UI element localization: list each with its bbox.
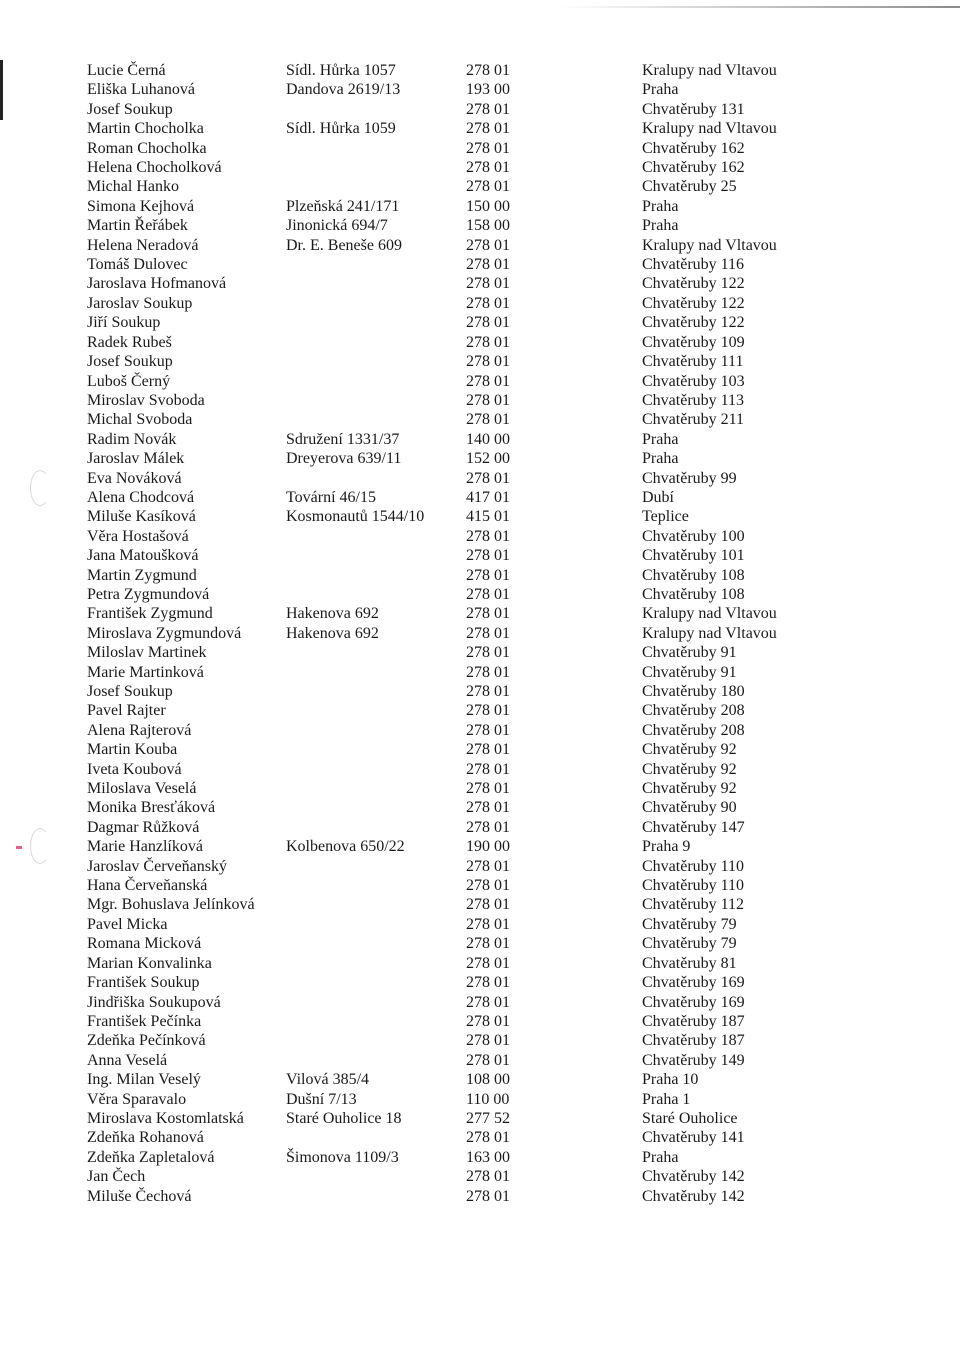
person-name: Marie Martinková xyxy=(87,663,204,681)
postal-code: 278 01 xyxy=(466,1168,510,1186)
list-item xyxy=(0,682,960,701)
list-item xyxy=(0,915,960,934)
city-or-village: Chvatěruby 208 xyxy=(642,702,745,720)
street-address: Vilová 385/4 xyxy=(286,1071,370,1089)
city-or-village: Chvatěruby 116 xyxy=(642,256,745,274)
city-or-village: Chvatěruby 122 xyxy=(642,275,745,293)
city-or-village: Chvatěruby 108 xyxy=(642,566,745,584)
street-address: Šimonova 1109/3 xyxy=(286,1148,399,1166)
street-address: Dreyerova 639/11 xyxy=(286,450,402,468)
person-name: Miroslava Kostomlatská xyxy=(87,1109,244,1127)
person-name: Zdeňka Pečínková xyxy=(87,1032,206,1050)
postal-code: 190 00 xyxy=(466,838,510,856)
postal-code: 278 01 xyxy=(466,294,510,312)
list-item xyxy=(0,313,960,332)
list-item xyxy=(0,643,960,662)
postal-code: 278 01 xyxy=(466,721,510,739)
list-item xyxy=(0,333,960,352)
city-or-village: Chvatěruby 211 xyxy=(642,411,745,429)
list-item xyxy=(0,449,960,468)
city-or-village: Teplice xyxy=(642,508,689,526)
city-or-village: Staré Ouholice xyxy=(642,1109,738,1127)
city-or-village: Chvatěruby 81 xyxy=(642,954,737,972)
street-address: Staré Ouholice 18 xyxy=(286,1109,402,1127)
list-item xyxy=(0,527,960,546)
city-or-village: Chvatěruby 111 xyxy=(642,353,744,371)
person-name: Josef Soukup xyxy=(87,683,173,700)
person-name: Jana Matoušková xyxy=(87,547,199,565)
person-name: Simona Kejhová xyxy=(87,197,195,215)
city-or-village: Praha xyxy=(642,430,679,448)
postal-code: 278 01 xyxy=(466,120,510,138)
list-item xyxy=(0,197,960,216)
city-or-village: Chvatěruby 92 xyxy=(642,780,737,798)
list-item xyxy=(0,391,960,410)
postal-code: 150 00 xyxy=(466,197,510,215)
postal-code: 278 01 xyxy=(466,139,510,157)
street-address: Kolbenova 650/22 xyxy=(286,838,405,856)
list-item xyxy=(0,1109,960,1128)
list-item xyxy=(0,469,960,488)
person-name: Tomáš Dulovec xyxy=(87,256,188,274)
postal-code: 278 01 xyxy=(466,644,510,662)
street-address: Sídl. Hůrka 1057 xyxy=(286,62,396,79)
address-list xyxy=(0,61,960,1206)
person-name: Hana Červeňanská xyxy=(87,877,208,895)
postal-code: 278 01 xyxy=(466,935,510,953)
city-or-village: Chvatěruby 180 xyxy=(642,683,745,700)
list-item xyxy=(0,255,960,274)
person-name: Martin Chocholka xyxy=(87,120,204,138)
postal-code: 158 00 xyxy=(466,217,510,235)
list-item xyxy=(0,61,960,80)
list-item xyxy=(0,1051,960,1070)
postal-code: 278 01 xyxy=(466,741,510,759)
city-or-village: Chvatěruby 108 xyxy=(642,585,745,603)
postal-code: 278 01 xyxy=(466,780,510,798)
street-address: Sídl. Hůrka 1059 xyxy=(286,120,396,138)
person-name: Jiří Soukup xyxy=(87,314,161,332)
postal-code: 278 01 xyxy=(466,1032,510,1050)
list-item xyxy=(0,740,960,759)
postal-code: 278 01 xyxy=(466,100,510,118)
street-address: Hakenova 692 xyxy=(286,624,379,642)
city-or-village: Chvatěruby 169 xyxy=(642,993,745,1011)
list-item xyxy=(0,352,960,371)
city-or-village: Praha xyxy=(642,1148,679,1166)
postal-code: 108 00 xyxy=(466,1071,510,1089)
street-address: Sdružení 1331/37 xyxy=(286,430,400,448)
city-or-village: Chvatěruby 91 xyxy=(642,663,737,681)
person-name: Alena Chodcová xyxy=(87,488,195,506)
list-item xyxy=(0,663,960,682)
postal-code: 193 00 xyxy=(466,81,510,99)
list-item xyxy=(0,100,960,119)
person-name: Jaroslava Hofmanová xyxy=(87,275,227,293)
list-item xyxy=(0,954,960,973)
city-or-village: Chvatěruby 162 xyxy=(642,159,745,177)
city-or-village: Praha xyxy=(642,81,679,99)
postal-code: 278 01 xyxy=(466,1187,510,1205)
list-item xyxy=(0,818,960,837)
postal-code: 278 01 xyxy=(466,1012,510,1030)
postal-code: 278 01 xyxy=(466,1129,510,1147)
list-item xyxy=(0,624,960,643)
city-or-village: Chvatěruby 122 xyxy=(642,314,745,332)
person-name: Anna Veselá xyxy=(87,1051,168,1069)
person-name: Jindřiška Soukupová xyxy=(87,993,221,1011)
person-name: Michal Svoboda xyxy=(87,411,193,429)
person-name: František Pečínka xyxy=(87,1012,202,1030)
person-name: Jaroslav Soukup xyxy=(87,294,193,312)
postal-code: 278 01 xyxy=(466,256,510,274)
person-name: Josef Soukup xyxy=(87,353,173,371)
city-or-village: Chvatěruby 142 xyxy=(642,1168,745,1186)
person-name: Věra Sparavalo xyxy=(87,1090,187,1108)
person-name: Zdeňka Rohanová xyxy=(87,1129,204,1147)
postal-code: 417 01 xyxy=(466,488,510,506)
person-name: Ing. Milan Veselý xyxy=(87,1071,201,1089)
list-item xyxy=(0,294,960,313)
list-item xyxy=(0,119,960,138)
city-or-village: Chvatěruby 142 xyxy=(642,1187,745,1205)
list-item xyxy=(0,993,960,1012)
postal-code: 278 01 xyxy=(466,372,510,390)
city-or-village: Chvatěruby 149 xyxy=(642,1051,745,1069)
city-or-village: Praha 9 xyxy=(642,838,691,856)
person-name: Petra Zygmundová xyxy=(87,585,210,603)
list-item xyxy=(0,1148,960,1167)
list-item xyxy=(0,604,960,623)
list-item xyxy=(0,760,960,779)
person-name: Radek Rubeš xyxy=(87,333,172,351)
city-or-village: Praha 1 xyxy=(642,1090,691,1108)
city-or-village: Chvatěruby 208 xyxy=(642,721,745,739)
city-or-village: Kralupy nad Vltavou xyxy=(642,624,777,642)
person-name: Romana Micková xyxy=(87,935,202,953)
person-name: Monika Bresťáková xyxy=(87,799,216,817)
list-item xyxy=(0,837,960,856)
list-item xyxy=(0,1090,960,1109)
list-item xyxy=(0,139,960,158)
postal-code: 278 01 xyxy=(466,159,510,177)
list-item xyxy=(0,546,960,565)
city-or-village: Dubí xyxy=(642,488,674,506)
postal-code: 278 01 xyxy=(466,702,510,720)
postal-code: 278 01 xyxy=(466,275,510,293)
person-name: Miloslava Veselá xyxy=(87,780,197,798)
list-item xyxy=(0,1128,960,1147)
list-item xyxy=(0,876,960,895)
postal-code: 278 01 xyxy=(466,954,510,972)
list-item xyxy=(0,585,960,604)
list-item xyxy=(0,80,960,99)
postal-code: 278 01 xyxy=(466,799,510,817)
postal-code: 278 01 xyxy=(466,993,510,1011)
list-item xyxy=(0,274,960,293)
postal-code: 277 52 xyxy=(466,1109,510,1127)
city-or-village: Chvatěruby 169 xyxy=(642,974,745,992)
postal-code: 278 01 xyxy=(466,314,510,332)
person-name: Michal Hanko xyxy=(87,178,179,196)
city-or-village: Chvatěruby 141 xyxy=(642,1129,745,1147)
list-item xyxy=(0,177,960,196)
list-item xyxy=(0,158,960,177)
postal-code: 278 01 xyxy=(466,818,510,836)
list-item xyxy=(0,721,960,740)
scan-edge-line xyxy=(560,6,960,8)
city-or-village: Chvatěruby 92 xyxy=(642,741,737,759)
street-address: Plzeňská 241/171 xyxy=(286,197,400,215)
postal-code: 278 01 xyxy=(466,1051,510,1069)
list-item xyxy=(0,566,960,585)
city-or-village: Chvatěruby 110 xyxy=(642,877,745,895)
list-item xyxy=(0,372,960,391)
person-name: Miroslava Zygmundová xyxy=(87,624,242,642)
list-item xyxy=(0,1070,960,1089)
city-or-village: Chvatěruby 103 xyxy=(642,372,745,390)
postal-code: 278 01 xyxy=(466,178,510,196)
city-or-village: Praha 10 xyxy=(642,1071,699,1089)
street-address: Kosmonautů 1544/10 xyxy=(286,508,425,526)
list-item xyxy=(0,410,960,429)
person-name: Martin Kouba xyxy=(87,741,178,759)
postal-code: 278 01 xyxy=(466,857,510,875)
postal-code: 278 01 xyxy=(466,915,510,933)
person-name: Roman Chocholka xyxy=(87,139,207,157)
postal-code: 278 01 xyxy=(466,760,510,778)
list-item xyxy=(0,1012,960,1031)
postal-code: 278 01 xyxy=(466,974,510,992)
postal-code: 278 01 xyxy=(466,469,510,487)
person-name: Miloslav Martinek xyxy=(87,644,207,662)
street-address: Dr. E. Beneše 609 xyxy=(286,236,402,254)
postal-code: 278 01 xyxy=(466,624,510,642)
person-name: Martin Řeřábek xyxy=(87,217,188,235)
city-or-village: Chvatěruby 79 xyxy=(642,935,737,953)
list-item xyxy=(0,430,960,449)
city-or-village: Chvatěruby 122 xyxy=(642,294,745,312)
postal-code: 278 01 xyxy=(466,663,510,681)
list-item xyxy=(0,701,960,720)
postal-code: 278 01 xyxy=(466,547,510,565)
list-item xyxy=(0,779,960,798)
person-name: Miluše Kasíková xyxy=(87,508,196,526)
person-name: František Soukup xyxy=(87,974,200,992)
city-or-village: Praha xyxy=(642,197,679,215)
city-or-village: Chvatěruby 92 xyxy=(642,760,737,778)
person-name: Eva Nováková xyxy=(87,469,182,487)
city-or-village: Chvatěruby 100 xyxy=(642,527,745,545)
list-item xyxy=(0,798,960,817)
person-name: Věra Hostašová xyxy=(87,527,189,545)
person-name: Martin Zygmund xyxy=(87,566,197,584)
person-name: Josef Soukup xyxy=(87,100,173,118)
city-or-village: Chvatěruby 91 xyxy=(642,644,737,662)
street-address: Dandova 2619/13 xyxy=(286,81,401,99)
city-or-village: Chvatěruby 109 xyxy=(642,333,745,351)
list-item xyxy=(0,1187,960,1206)
postal-code: 140 00 xyxy=(466,430,510,448)
person-name: František Zygmund xyxy=(87,605,213,623)
person-name: Miluše Čechová xyxy=(87,1187,192,1205)
postal-code: 278 01 xyxy=(466,353,510,371)
list-item xyxy=(0,895,960,914)
person-name: Zdeňka Zapletalová xyxy=(87,1148,215,1166)
person-name: Iveta Koubová xyxy=(87,760,182,778)
list-item xyxy=(0,236,960,255)
person-name: Dagmar Růžková xyxy=(87,818,200,836)
postal-code: 163 00 xyxy=(466,1148,510,1166)
postal-code: 278 01 xyxy=(466,236,510,254)
city-or-village: Praha xyxy=(642,450,679,468)
list-item xyxy=(0,488,960,507)
postal-code: 278 01 xyxy=(466,527,510,545)
city-or-village: Chvatěruby 79 xyxy=(642,915,737,933)
person-name: Pavel Rajter xyxy=(87,702,166,720)
person-name: Marian Konvalinka xyxy=(87,954,212,972)
city-or-village: Chvatěruby 187 xyxy=(642,1012,745,1030)
postal-code: 278 01 xyxy=(466,333,510,351)
postal-code: 278 01 xyxy=(466,585,510,603)
person-name: Lucie Černá xyxy=(87,62,166,79)
list-item xyxy=(0,507,960,526)
list-item xyxy=(0,973,960,992)
person-name: Marie Hanzlíková xyxy=(87,838,203,856)
person-name: Miroslav Svoboda xyxy=(87,391,205,409)
city-or-village: Chvatěruby 147 xyxy=(642,818,745,836)
postal-code: 415 01 xyxy=(466,508,510,526)
postal-code: 278 01 xyxy=(466,411,510,429)
postal-code: 278 01 xyxy=(466,877,510,895)
city-or-village: Kralupy nad Vltavou xyxy=(642,605,777,623)
postal-code: 278 01 xyxy=(466,605,510,623)
city-or-village: Chvatěruby 162 xyxy=(642,139,745,157)
city-or-village: Kralupy nad Vltavou xyxy=(642,236,777,254)
street-address: Jinonická 694/7 xyxy=(286,217,388,235)
postal-code: 278 01 xyxy=(466,62,510,79)
city-or-village: Chvatěruby 25 xyxy=(642,178,737,196)
street-address: Tovární 46/15 xyxy=(286,488,376,506)
person-name: Pavel Micka xyxy=(87,915,168,933)
postal-code: 278 01 xyxy=(466,566,510,584)
list-item xyxy=(0,934,960,953)
postal-code: 278 01 xyxy=(466,391,510,409)
list-item xyxy=(0,216,960,235)
street-address: Hakenova 692 xyxy=(286,605,379,623)
postal-code: 152 00 xyxy=(466,450,510,468)
list-item xyxy=(0,857,960,876)
person-name: Eliška Luhanová xyxy=(87,81,195,99)
city-or-village: Chvatěruby 110 xyxy=(642,857,745,875)
city-or-village: Kralupy nad Vltavou xyxy=(642,62,777,79)
person-name: Luboš Černý xyxy=(87,372,171,390)
person-name: Jaroslav Málek xyxy=(87,450,185,468)
person-name: Helena Neradová xyxy=(87,236,199,254)
city-or-village: Kralupy nad Vltavou xyxy=(642,120,777,138)
person-name: Mgr. Bohuslava Jelínková xyxy=(87,896,255,914)
city-or-village: Chvatěruby 113 xyxy=(642,391,745,409)
city-or-village: Chvatěruby 187 xyxy=(642,1032,745,1050)
city-or-village: Chvatěruby 99 xyxy=(642,469,737,487)
postal-code: 278 01 xyxy=(466,683,510,700)
list-item xyxy=(0,1167,960,1186)
person-name: Helena Chocholková xyxy=(87,159,222,177)
person-name: Alena Rajterová xyxy=(87,721,192,739)
postal-code: 278 01 xyxy=(466,896,510,914)
person-name: Jan Čech xyxy=(87,1168,146,1186)
city-or-village: Praha xyxy=(642,217,679,235)
city-or-village: Chvatěruby 112 xyxy=(642,896,745,914)
street-address: Dušní 7/13 xyxy=(286,1090,357,1108)
city-or-village: Chvatěruby 101 xyxy=(642,547,745,565)
person-name: Jaroslav Červeňanský xyxy=(87,857,227,875)
list-item xyxy=(0,1031,960,1050)
postal-code: 110 00 xyxy=(466,1090,510,1108)
city-or-village: Chvatěruby 131 xyxy=(642,100,745,118)
city-or-village: Chvatěruby 90 xyxy=(642,799,737,817)
person-name: Radim Novák xyxy=(87,430,177,448)
